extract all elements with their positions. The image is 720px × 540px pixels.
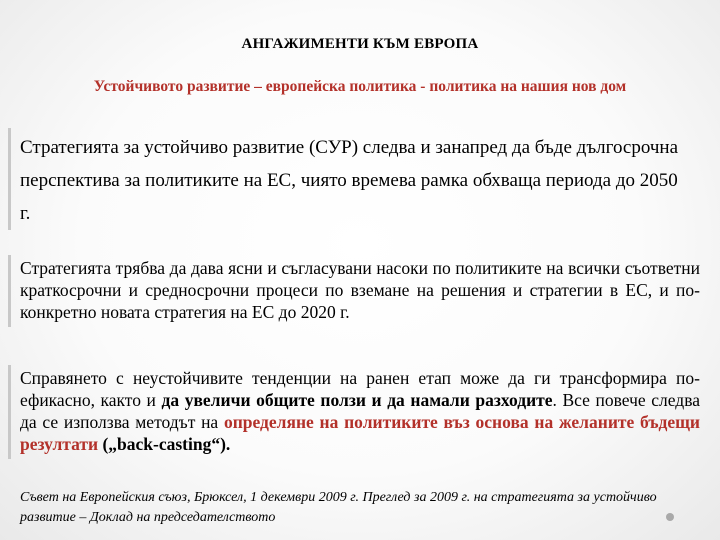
paragraph-separator: [8, 255, 11, 327]
highlight-text: определяне на политиките въз основа на желаните бъдещи резултати: [20, 412, 700, 454]
paragraph-backcasting: [20, 367, 700, 455]
paragraph-separator: [8, 128, 11, 230]
paragraph-strategy-timeframe: Стратегията за устойчиво развитие (СУР) следва и занапред да бъде дългосрочна перспектива за политиките на ЕС, чиято времева рамка обхваща периода до 2050 г.: [20, 137, 679, 224]
slide-subtitle: Устойчивото развитие – европейска политика - политика на нашия нов дом: [93, 78, 627, 95]
emphasis-text: да увеличи общите ползи и да намали разходите: [161, 390, 553, 410]
paragraph-strategy-guidance: Стратегията трябва да дава ясни и съгласувани насоки по политиките на всички съответни краткосрочни и средносрочни процеси по вземане на решения и стратегии в ЕС, и по-конкретно новата стратегия на ЕС до 2020 г.: [20, 258, 700, 322]
source-citation: Съвет на Европейския съюз, Брюксел, 1 декември 2009 г. Преглед за 2009 г. на стратегията за устойчиво развитие – Доклад на председателството: [20, 490, 657, 525]
paragraph-text: . Все повече следва да се използва методът на: [20, 390, 701, 432]
paragraph-separator: [8, 365, 11, 459]
slide-title: АНГАЖИМЕНТИ КЪМ ЕВРОПА: [241, 36, 479, 52]
emphasis-text: („back-casting“).: [98, 434, 231, 454]
slide-bullet-dot: [666, 513, 674, 521]
paragraph-text: Справянето с неустойчивите тенденции на ранен етап може да ги трансформира по-ефикасно, както и: [20, 368, 700, 410]
